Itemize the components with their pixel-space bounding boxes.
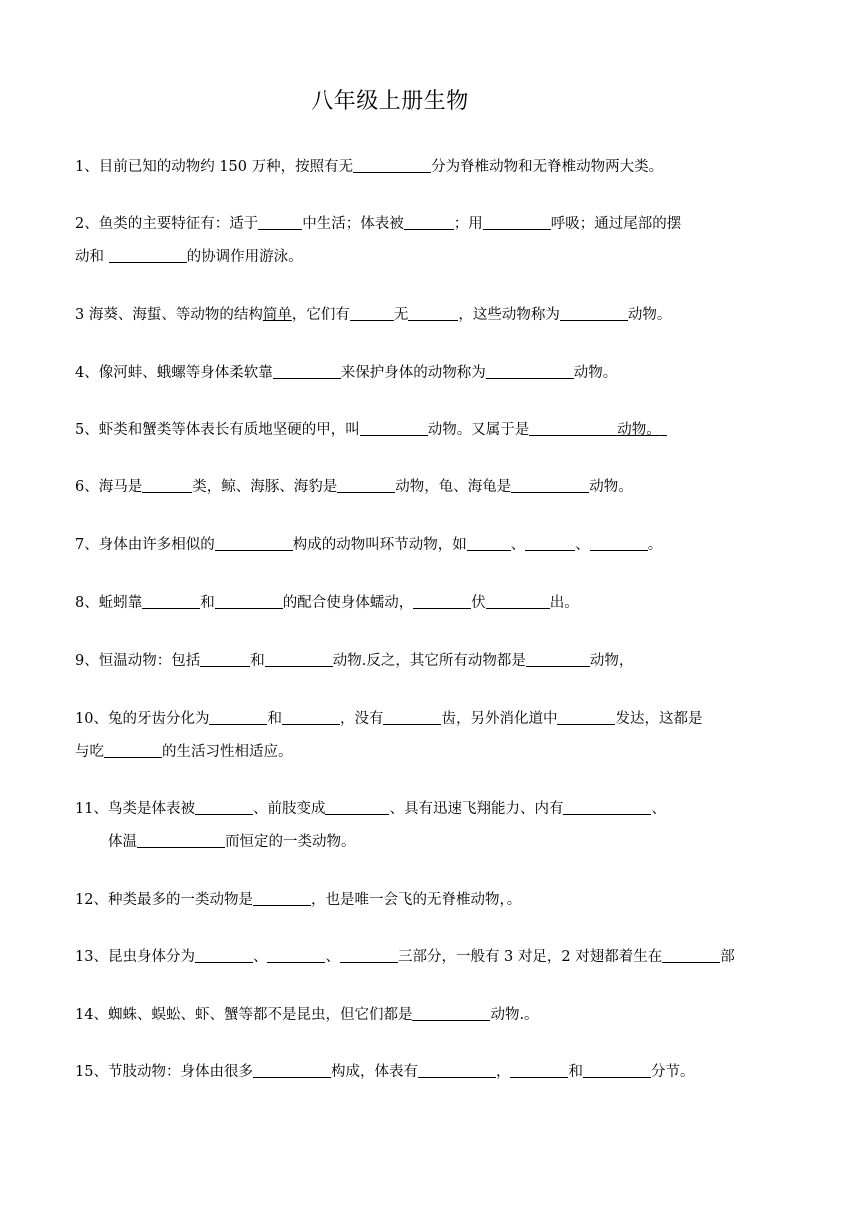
question-11-cont: 体温 而恒定的一类动物。 [108,834,356,850]
question-7: 7、身体由许多相似的 构成的动物叫环节动物，如 、 、 。 [75,537,663,553]
question-12: 12、种类最多的一类动物是 ，也是唯一会飞的无脊椎动物，。 [75,892,522,908]
blank[interactable] [195,800,253,815]
blank[interactable] [137,833,225,848]
question-10: 10、兔的牙齿分化为 和 ，没有 齿，另外消化道中 发达，这都是 [75,711,703,727]
blank [661,421,667,436]
question-3: 3 海葵、海蜇、等动物的结构简单，它们有 无 ，这些动物称为 动物。 [75,307,672,323]
blank[interactable] [109,248,187,263]
blank[interactable] [253,1063,331,1078]
blank[interactable] [267,948,325,963]
blank[interactable] [142,594,200,609]
question-6: 6、海马是 类，鲸、海豚、海豹是 动物，龟、海龟是 动物。 [75,479,633,495]
question-4: 4、像河蚌、蛾螺等身体柔软靠 来保护身体的动物称为 动物。 [75,365,618,381]
blank[interactable] [408,306,458,321]
blank[interactable] [282,710,340,725]
blank[interactable] [337,478,395,493]
blank[interactable] [383,710,441,725]
blank[interactable] [404,215,454,230]
blank[interactable] [215,536,293,551]
blank[interactable] [590,536,648,551]
question-8: 8、蚯蚓靠 和 的配合使身体蠕动， 伏 出。 [75,595,579,611]
blank[interactable] [215,594,283,609]
question-11: 11、鸟类是体表被 、前肢变成 、具有迅速飞翔能力、内有 、 [75,801,666,817]
blank[interactable] [467,536,511,551]
blank[interactable] [200,652,250,667]
blank[interactable] [360,421,428,436]
blank[interactable] [258,215,302,230]
blank[interactable] [413,594,471,609]
page-title: 八年级上册生物 [311,89,469,114]
blank[interactable] [273,364,341,379]
blank[interactable] [340,948,398,963]
blank[interactable] [483,215,551,230]
blank[interactable] [525,536,575,551]
blank[interactable] [583,1063,651,1078]
question-9: 9、恒温动物：包括 和 动物.反之，其它所有动物都是 动物， [75,653,634,669]
question-5: 5、虾类和蟹类等体表长有质地坚硬的甲，叫 动物。又属于是 动物。 [75,418,790,439]
blank[interactable] [350,306,394,321]
blank[interactable] [418,1063,496,1078]
blank[interactable] [563,800,651,815]
question-10-cont: 与吃 的生活习性相适应。 [75,744,293,760]
question-1: 1、目前已知的动物约 150 万种，按照有无 分为脊椎动物和无脊椎动物两大类。 [75,159,664,175]
blank[interactable] [511,478,589,493]
blank[interactable] [104,743,162,758]
question-2-cont: 动和 的协调作用游泳。 [75,249,303,265]
blank[interactable] [195,948,253,963]
question-13: 13、昆虫身体分为 、 、 三部分，一般有 3 对足，2 对翅都着生在 部 [75,949,735,965]
blank[interactable] [142,478,192,493]
blank[interactable] [662,948,720,963]
question-15: 15、节肢动物：身体由很多 构成，体表有 ， 和 分节。 [75,1064,695,1080]
blank[interactable] [209,710,267,725]
blank[interactable] [486,594,550,609]
blank[interactable] [353,158,431,173]
question-14: 14、蜘蛛、蜈蚣、虾、蟹等都不是昆虫，但它们都是 动物.。 [75,1007,539,1023]
blank[interactable] [557,710,615,725]
blank[interactable] [529,421,617,436]
blank[interactable] [412,1006,490,1021]
blank[interactable] [526,652,590,667]
blank[interactable] [486,364,574,379]
blank[interactable] [325,800,389,815]
blank[interactable] [510,1063,568,1078]
blank[interactable] [560,306,628,321]
blank[interactable] [253,891,311,906]
question-2: 2、鱼类的主要特征有：适于 中生活；体表被 ；用 呼吸；通过尾部的摆 [75,216,682,232]
blank[interactable] [265,652,333,667]
